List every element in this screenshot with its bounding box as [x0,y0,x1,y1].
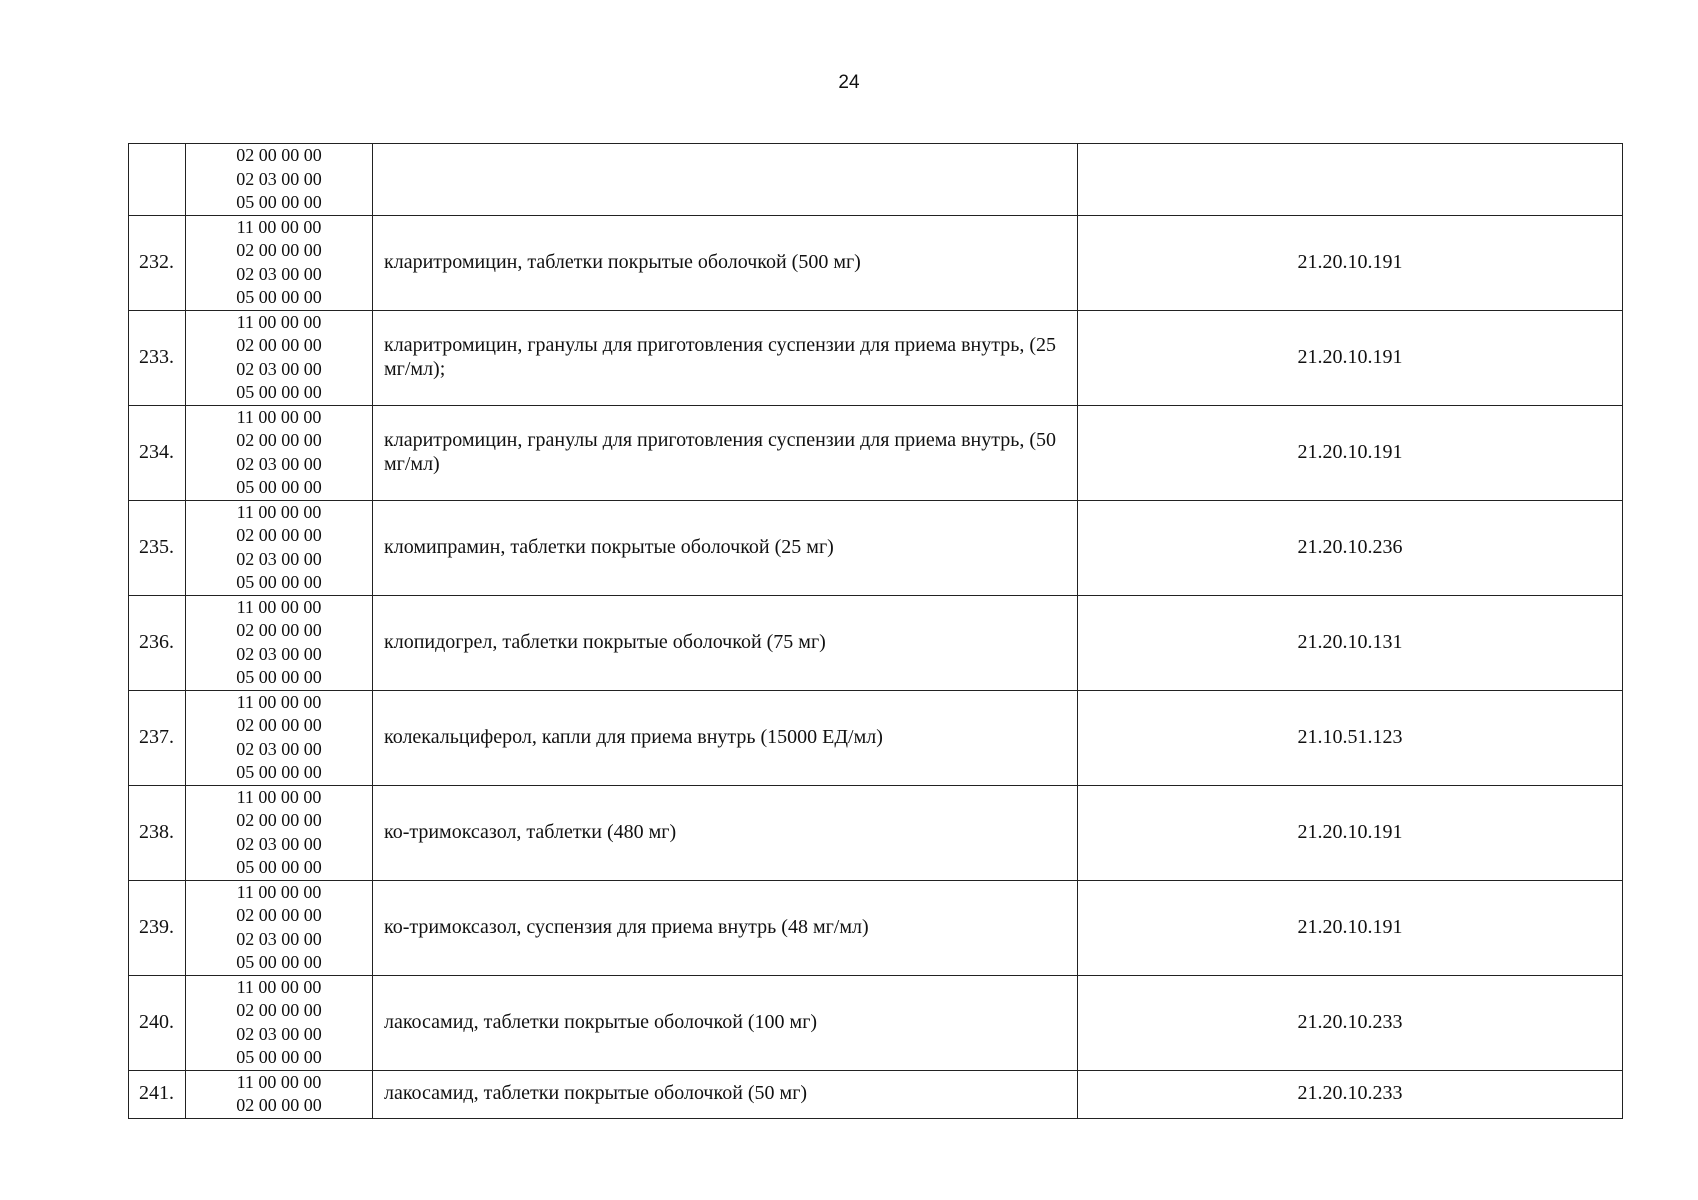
territory-code: 02 00 00 00 [236,1095,322,1115]
territory-code: 11 00 00 00 [236,786,322,807]
row-number: 236. [129,595,186,690]
table-row [129,785,1623,880]
territory-code: 05 00 00 00 [236,382,322,402]
drug-description: кларитромицин, гранулы для приготовления суспензии для приема внутрь, (25 мг/мл); [373,310,1078,405]
territory-code: 02 00 00 00 [236,145,322,165]
territory-code: 11 00 00 00 [236,691,322,712]
territory-code: 05 00 00 00 [236,952,322,972]
territory-code: 02 00 00 00 [236,525,322,545]
territory-code: 02 03 00 00 [236,833,322,854]
drug-description: кломипрамин, таблетки покрытые оболочкой (25 мг) [373,500,1078,595]
territory-code: 11 00 00 00 [236,501,322,522]
territory-codes [186,405,373,500]
territory-code: 02 00 00 00 [236,335,322,355]
table-row [129,500,1623,595]
territory-code: 02 00 00 00 [236,810,322,830]
territory-code: 11 00 00 00 [236,976,322,997]
territory-code: 05 00 00 00 [236,192,322,212]
territory-codes [186,880,373,975]
territory-code: 02 03 00 00 [236,928,322,949]
territory-code: 11 00 00 00 [236,881,322,902]
okpd-code: 21.20.10.236 [1078,500,1623,595]
row-number: 232. [129,215,186,310]
territory-code: 02 03 00 00 [236,453,322,474]
row-number: 235. [129,500,186,595]
drug-list-table [128,143,1623,1119]
okpd-code: 21.20.10.191 [1078,880,1623,975]
territory-codes [186,975,373,1070]
territory-codes [186,215,373,310]
territory-code: 05 00 00 00 [236,1047,322,1067]
territory-code: 02 03 00 00 [236,358,322,379]
territory-code: 02 00 00 00 [236,240,322,260]
okpd-code: 21.20.10.191 [1078,310,1623,405]
drug-description: ко-тримоксазол, таблетки (480 мг) [373,785,1078,880]
row-number: 241. [129,1070,186,1118]
table-row [129,880,1623,975]
drug-description [373,144,1078,216]
okpd-code: 21.20.10.191 [1078,215,1623,310]
row-number: 233. [129,310,186,405]
territory-code: 02 00 00 00 [236,1000,322,1020]
territory-codes [186,500,373,595]
table-row [129,310,1623,405]
territory-code: 02 03 00 00 [236,548,322,569]
drug-description: кларитромицин, таблетки покрытые оболочкой (500 мг) [373,215,1078,310]
territory-code: 05 00 00 00 [236,572,322,592]
row-number: 237. [129,690,186,785]
row-number: 234. [129,405,186,500]
row-number: 238. [129,785,186,880]
territory-code: 05 00 00 00 [236,287,322,307]
territory-code: 02 03 00 00 [236,1023,322,1044]
table-row [129,975,1623,1070]
okpd-code: 21.10.51.123 [1078,690,1623,785]
territory-code: 02 00 00 00 [236,715,322,735]
territory-code: 05 00 00 00 [236,762,322,782]
territory-code: 02 00 00 00 [236,620,322,640]
row-number: 240. [129,975,186,1070]
territory-code: 11 00 00 00 [236,596,322,617]
territory-code: 11 00 00 00 [236,216,322,237]
okpd-code [1078,144,1623,216]
territory-code: 02 03 00 00 [236,168,322,189]
territory-code: 02 00 00 00 [236,905,322,925]
territory-code: 02 00 00 00 [236,430,322,450]
okpd-code: 21.20.10.131 [1078,595,1623,690]
table-row [129,595,1623,690]
drug-description: лакосамид, таблетки покрытые оболочкой (100 мг) [373,975,1078,1070]
territory-code: 11 00 00 00 [236,406,322,427]
territory-code: 05 00 00 00 [236,667,322,687]
territory-codes [186,144,373,216]
drug-description: ко-тримоксазол, суспензия для приема внутрь (48 мг/мл) [373,880,1078,975]
drug-description: колекальциферол, капли для приема внутрь (15000 ЕД/мл) [373,690,1078,785]
territory-codes [186,1070,373,1118]
okpd-code: 21.20.10.191 [1078,785,1623,880]
drug-description: кларитромицин, гранулы для приготовления суспензии для приема внутрь, (50 мг/мл) [373,405,1078,500]
table-row [129,690,1623,785]
table-row [129,1070,1623,1118]
row-number [129,144,186,216]
table-row [129,144,1623,216]
territory-codes [186,785,373,880]
table-body [129,144,1623,1119]
territory-code: 11 00 00 00 [236,1071,322,1092]
territory-code: 05 00 00 00 [236,857,322,877]
territory-code: 05 00 00 00 [236,477,322,497]
territory-code: 02 03 00 00 [236,738,322,759]
territory-codes [186,595,373,690]
territory-code: 11 00 00 00 [236,311,322,332]
table-row [129,405,1623,500]
territory-codes [186,690,373,785]
table-row [129,215,1623,310]
row-number: 239. [129,880,186,975]
page-number: 24 [838,72,860,93]
okpd-code: 21.20.10.233 [1078,975,1623,1070]
drug-description: лакосамид, таблетки покрытые оболочкой (50 мг) [373,1070,1078,1118]
okpd-code: 21.20.10.233 [1078,1070,1623,1118]
territory-code: 02 03 00 00 [236,643,322,664]
drug-description: клопидогрел, таблетки покрытые оболочкой (75 мг) [373,595,1078,690]
territory-codes [186,310,373,405]
okpd-code: 21.20.10.191 [1078,405,1623,500]
territory-code: 02 03 00 00 [236,263,322,284]
